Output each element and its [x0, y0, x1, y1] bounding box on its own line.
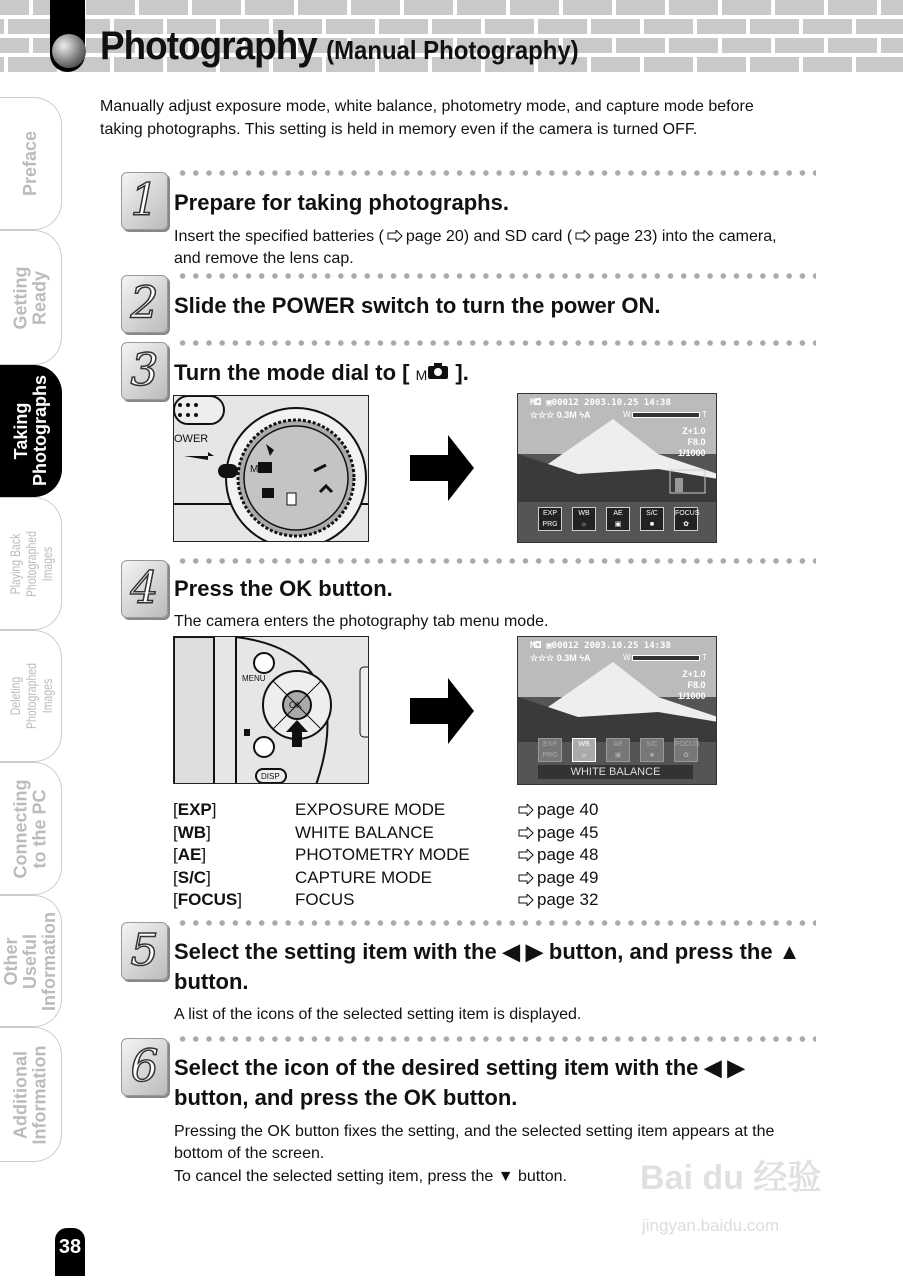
lcd-fstop: F8.0	[687, 437, 706, 447]
page-link[interactable]: page 49	[537, 867, 599, 887]
step-heading: Slide the POWER switch to turn the power ON.	[174, 293, 661, 318]
step-heading: Prepare for taking photographs.	[174, 190, 509, 215]
step-number: 4	[121, 560, 168, 618]
text: ) and SD card (	[463, 228, 573, 245]
page-ref-arrow-icon	[518, 827, 534, 839]
page-ref-arrow-icon	[518, 849, 534, 861]
step-heading	[174, 358, 814, 390]
menu-item-sc: S/C ■	[640, 738, 664, 762]
page-link[interactable]: page 45	[537, 822, 599, 842]
sidebar-tab-getting-ready[interactable]	[0, 230, 62, 365]
text: Insert the specified batteries (	[174, 228, 384, 245]
step-number: 5	[121, 922, 168, 980]
step-heading: Press the OK button.	[174, 576, 393, 601]
zoom-bar	[632, 655, 700, 661]
zoom-w: W	[623, 653, 631, 662]
tab-label: Getting Ready	[10, 266, 50, 329]
zoom-t: T	[702, 410, 707, 419]
step-text: Pressing the OK button fixes the setting, and the selected setting item appears at the bottom of the screen.	[174, 1123, 775, 1162]
code: EXP	[177, 800, 212, 819]
code: WB	[177, 822, 207, 842]
sidebar-tab-taking-photographs[interactable]	[0, 365, 62, 497]
dotted-divider	[176, 1035, 816, 1043]
step-heading: Select the icon of the desired setting item with the ◀ ▶ button, and press the OK button.	[174, 1055, 745, 1110]
page-ref-arrow-icon	[518, 872, 534, 884]
dotted-divider	[176, 557, 816, 565]
tab-label: Preface	[20, 130, 40, 197]
sidebar-tab-deleting[interactable]	[0, 630, 62, 762]
sidebar-tab-playing-back[interactable]	[0, 497, 62, 630]
page-ref-arrow-icon	[575, 230, 591, 242]
menu-item-exp: EXP PRG	[538, 507, 562, 531]
zoom-bar	[632, 412, 700, 418]
tab-label: Deleting Photographed Images	[6, 663, 55, 729]
lcd-status: M◘ ▣00012 2003.10.25 14:38	[530, 398, 671, 408]
menu-item-wb: WB ☼	[572, 507, 596, 531]
text: ) into the camera, and remove the lens cap.	[174, 228, 777, 267]
step-heading: Select the setting item with the ◀ ▶ button, and press the ▲ button.	[174, 939, 801, 994]
code: S/C	[177, 867, 207, 887]
step-number: 2	[121, 275, 168, 333]
page-ref-arrow-icon	[387, 230, 403, 242]
step-number: 1	[121, 172, 168, 230]
lcd-status: M◘ ▣00012 2003.10.25 14:38	[530, 641, 671, 651]
table-row: [AE]	[173, 845, 207, 865]
page-link[interactable]: page 48	[537, 845, 599, 865]
step-text	[174, 226, 804, 270]
page-ref-arrow-icon	[518, 804, 534, 816]
power-label: OWER	[174, 433, 209, 445]
zoom-w: W	[623, 410, 631, 419]
tab-label: Additional Information	[10, 1044, 50, 1144]
menu-item-ae: AE ▣	[606, 738, 630, 762]
lcd-fstop: F8.0	[687, 680, 706, 690]
menu-item-focus: FOCUS ✿	[674, 738, 698, 762]
setting-name: PHOTOMETRY MODE	[295, 845, 470, 865]
page-ref-arrow-icon	[518, 894, 534, 906]
table-row: [WB]	[173, 822, 211, 842]
page-link[interactable]: page 20	[405, 228, 464, 245]
table-row: [S/C]	[173, 867, 211, 887]
lcd-quality: ☆☆☆ 0.3M ϟA	[530, 653, 591, 663]
sidebar-tab-preface[interactable]	[0, 97, 62, 230]
mode-dial-illustration	[173, 395, 369, 542]
tab-label: Connecting to the PC	[10, 779, 50, 878]
right-arrow-icon	[410, 435, 476, 501]
menu-item-exp: EXP PRG	[538, 738, 562, 762]
title-main: Photography	[100, 24, 317, 68]
setting-name: CAPTURE MODE	[295, 867, 432, 887]
sidebar-tab-additional[interactable]	[0, 1027, 62, 1162]
sphere-icon	[52, 34, 86, 68]
setting-name: FOCUS	[295, 890, 355, 910]
mode-m-label: M	[250, 464, 259, 475]
title-subtitle: (Manual Photography)	[326, 35, 579, 65]
lcd-screen-preview	[517, 393, 717, 543]
menu-item-focus: FOCUS ✿	[674, 507, 698, 531]
lcd-quality: ☆☆☆ 0.3M ϟA	[530, 410, 591, 420]
step-text: To cancel the selected setting item, press the ▼ button.	[174, 1168, 567, 1185]
zoom-t: T	[702, 653, 707, 662]
watermark-url: jingyan.baidu.com	[642, 1216, 780, 1235]
setting-refs	[515, 799, 598, 912]
setting-table	[173, 799, 242, 912]
dotted-divider	[176, 919, 816, 927]
page-link[interactable]: page 23	[594, 228, 653, 245]
code: AE	[177, 845, 202, 865]
disp-label: DISP	[261, 772, 280, 781]
step-number: 3	[121, 342, 168, 400]
menu-item-wb-selected: WB ☼	[572, 738, 596, 762]
lcd-caption: WHITE BALANCE	[538, 765, 693, 779]
page-link[interactable]: page 40	[537, 800, 599, 819]
dotted-divider	[176, 339, 816, 347]
ok-button-illustration	[173, 636, 369, 784]
tab-label: Playing Back Photographed Images	[6, 530, 55, 597]
dotted-divider	[176, 272, 816, 280]
lcd-shutter: 1/1000	[678, 448, 706, 458]
mode-m-label: M	[415, 367, 428, 383]
ok-label: OK	[289, 700, 303, 710]
page-link[interactable]: page 32	[537, 890, 599, 910]
menu-label: MENU	[242, 674, 266, 683]
right-arrow-icon	[410, 678, 476, 744]
text: ].	[455, 360, 469, 385]
page-title	[100, 24, 579, 69]
watermark-logo: Bai du 经验	[640, 1159, 822, 1197]
setting-name: EXPOSURE MODE	[295, 800, 446, 819]
table-row: [EXP]	[173, 800, 217, 819]
sidebar-tab-connecting[interactable]	[0, 762, 62, 895]
code: FOCUS	[177, 890, 238, 910]
dotted-divider	[176, 169, 816, 177]
lcd-shutter: 1/1000	[678, 691, 706, 701]
tab-label: Other Useful Information	[1, 911, 60, 1011]
page-number: 38	[55, 1228, 85, 1276]
table-row: [FOCUS]	[173, 890, 242, 910]
step-text: A list of the icons of the selected setting item is displayed.	[174, 1006, 582, 1023]
step-number: 6	[121, 1038, 168, 1096]
lcd-ev: Z+1.0	[682, 669, 706, 679]
intro-text: Manually adjust exposure mode, white balance, photometry mode, and capture mode before taking photographs. This setting is held in memory even if the camera is turned OFF.	[100, 98, 754, 138]
lcd-ev: Z+1.0	[682, 426, 706, 436]
tab-label: Taking Photographs	[10, 375, 50, 486]
setting-names	[295, 799, 470, 912]
setting-name: WHITE BALANCE	[295, 822, 434, 842]
menu-item-ae: AE ▣	[606, 507, 630, 531]
sidebar-tab-other-useful[interactable]	[0, 895, 62, 1027]
camera-icon	[427, 362, 449, 380]
text: Turn the mode dial to [	[174, 360, 410, 385]
lcd-screen-menu	[517, 636, 717, 785]
menu-item-sc: S/C ■	[640, 507, 664, 531]
step-text: The camera enters the photography tab menu mode.	[174, 613, 549, 630]
